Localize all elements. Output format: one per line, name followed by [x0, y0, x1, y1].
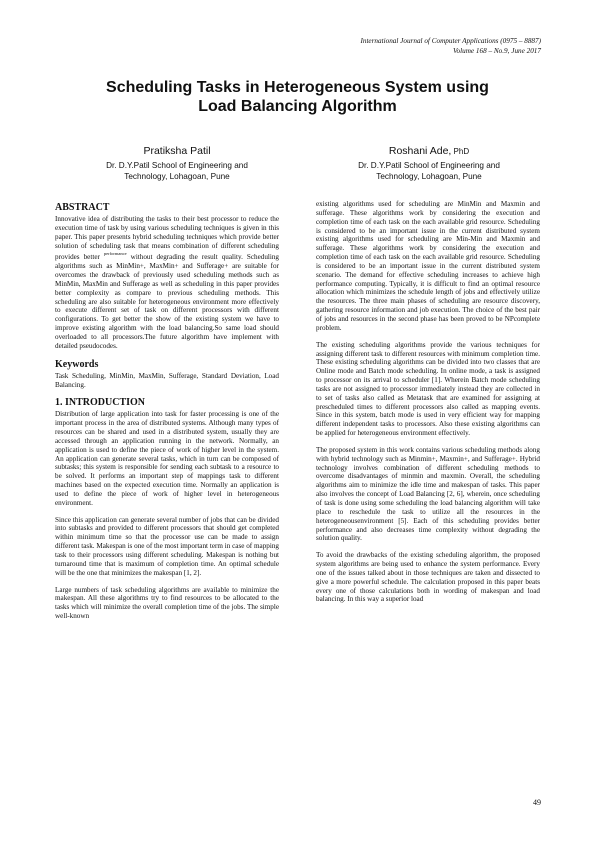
author-affiliation: Dr. D.Y.Patil School of Engineering and Technology, Lohagoan, Pune: [106, 161, 248, 181]
intro-paragraph-7: To avoid the drawbacks of the existing scheduling algorithm, the proposed system algorithms are being used to enhance the system performance. Every one of the issues talked about in those techniques are taken and dissected to give a more powerful schedule. The calculation proposed in this paper beats every one of those calculations both in wording of makespan and load balancing. In this way a superior load: [316, 551, 540, 604]
journal-volume: Volume 168 – No.9, June 2017: [452, 47, 541, 55]
left-column: [55, 202, 279, 621]
title-line-1: Scheduling Tasks in Heterogeneous System using: [106, 79, 489, 96]
author-block-2: [314, 144, 544, 182]
author-suffix: PhD: [451, 147, 470, 156]
author-name: Pratiksha Patil: [143, 145, 211, 157]
intro-paragraph-4: existing algorithms used for scheduling are MinMin and Maxmin and sufferage. These algorithms work by considering the execution and completion time of each task on the each available grid resource. Scheduling is considered to be an important issue in the current distributed system existing algorithms used for scheduling are Min-Min and Maxmin and sufferage. These algorithms work by considering the execution and completion time of each task on the each available grid resource. Scheduling is considered to be an important issue in the current distributed system scenario. The demand for effective scheduling increases to achieve high performance computing. Typically, it is difficult to find an optimal resource allocation which minimizes the schedule length of jobs and effectively utilize the resources. The three main phases of scheduling are resource discovery, gathering resource information and job execution. The choice of the best pair of jobs and resources in the second phase has been proved to be NPcomplete problem.: [316, 200, 540, 332]
intro-paragraph-2: Since this application can generate several number of jobs that can be divided into subtasks and provided to different processors that should get completed within minimum time so that the processor use can be made to assign different task. Makespan is one of the most important term in case of mapping task to their processors using different scheduling. Makespan is nothing but turnaround time that is maximum of completion time. An optimal schedule will be the one that minimizes the makespan [1, 2].: [55, 515, 279, 577]
author-affiliation: Dr. D.Y.Patil School of Engineering and Technology, Lohagoan, Pune: [358, 161, 500, 181]
title-line-2: Load Balancing Algorithm: [198, 98, 397, 115]
keywords-heading: Keywords: [55, 358, 99, 370]
page-number: 49: [533, 798, 541, 807]
author-name: Roshani Ade,: [388, 145, 452, 157]
introduction-heading: 1. INTRODUCTION: [55, 397, 146, 409]
intro-paragraph-5: The existing scheduling algorithms provide the various techniques for assigning different task to different resources with minimum completion time. These existing scheduling algorithms can be divided into two classes that are Online mode and Batch mode scheduling. In online mode, a task is assigned to processor on its arrival to scheduler [1]. Wherein Batch mode scheduling tasks are not assigned to processor immediately instead they are collected in to set of tasks also called as Metatask that are examined for assigning at prescheduled times to different processors also called as mapping events. Since in this system, batch mode is used in very efficient way for mapping different independent tasks to processors. Also these existing algorithms can be applied for heterogeneous environment effectively.: [316, 340, 540, 438]
author-block-1: [62, 144, 292, 182]
right-column: [316, 200, 540, 604]
abstract-heading: ABSTRACT: [55, 202, 110, 213]
intro-paragraph-6: The proposed system in this work contains various scheduling methods along with hybrid technology such as Minmin+, Maxmin+, and Sufferage+. Hybrid technology involves combination of different scheduling methods to overcome disadvantages of minmin and maxmin. Overall, the scheduling algorithms aim to minimize the idle time and makespan of tasks. This paper also involves the concept of Load Balancing [2, 6], wherein, once scheduling of task is done using some scheduling the load balancing algorithm will take place to reschedule the task to utilize all the resources in the heterogeneousenvironment [5]. Each of this scheduling provides better performance and also decreases time complexity without degrading the solution quality.: [316, 445, 540, 543]
paper-title: [40, 78, 555, 116]
abstract-superscript: performance: [103, 251, 127, 257]
intro-paragraph-3: Large numbers of task scheduling algorithms are available to minimize the makespan. All these algorithms try to find resources to be allocated to the tasks which will minimize the overall completion time of the jobs. The simple well-known: [55, 585, 279, 621]
abstract-text: Innovative idea of distributing the tasks to their best processor to reduce the execution time of task by using various scheduling techniques is given in this paper. This paper presents hybrid scheduling techniques which provide better solution of scheduling task that means combination of different scheduling provides better $^{performance}$ without degrading the result quality. Scheduling algorithms such as MinMin+, MaxMin+ and Sufferage+ are suitable for overcomes the drawback of previously used scheduling methods such as MinMin, MaxMin and Sufferage as well as scheduling in this paper provides better complexity as compare to previous scheduling methods. This scheduling are also suitable for heterogeneous environment more effectively to execute different set of task on different processors with different configurations. To get better the show of the existing system we have to improve existing algorithm with the load balancing.So same load should overloaded to all processors.The future algorithm have implement with detailed pseudocodes.: [55, 215, 279, 350]
journal-header: [360, 36, 541, 56]
keywords-text: Task Scheduling, MinMin, MaxMin, Sufferage, Standard Deviation, Load Balancing.: [55, 371, 279, 389]
intro-paragraph-1: Distribution of large application into task for faster processing is one of the important process in the area of distributed systems. Although many types of resources can be shared and used in a distributed system, usually they are accessed through an application running in the network. Normally, an application is used to define the piece of work of higher level in the system. An application can generate several tasks, which in turn can be composed of subtasks; this system is responsible for sending each subtask to a resource to be solved. It performs an important step of mappings task to different machines based on the expected execution time. Normally an application is used to define the piece of work of higher level in heterogeneous environment.: [55, 410, 279, 507]
journal-name: International Journal of Computer Applications (0975 – 8887): [360, 37, 541, 45]
